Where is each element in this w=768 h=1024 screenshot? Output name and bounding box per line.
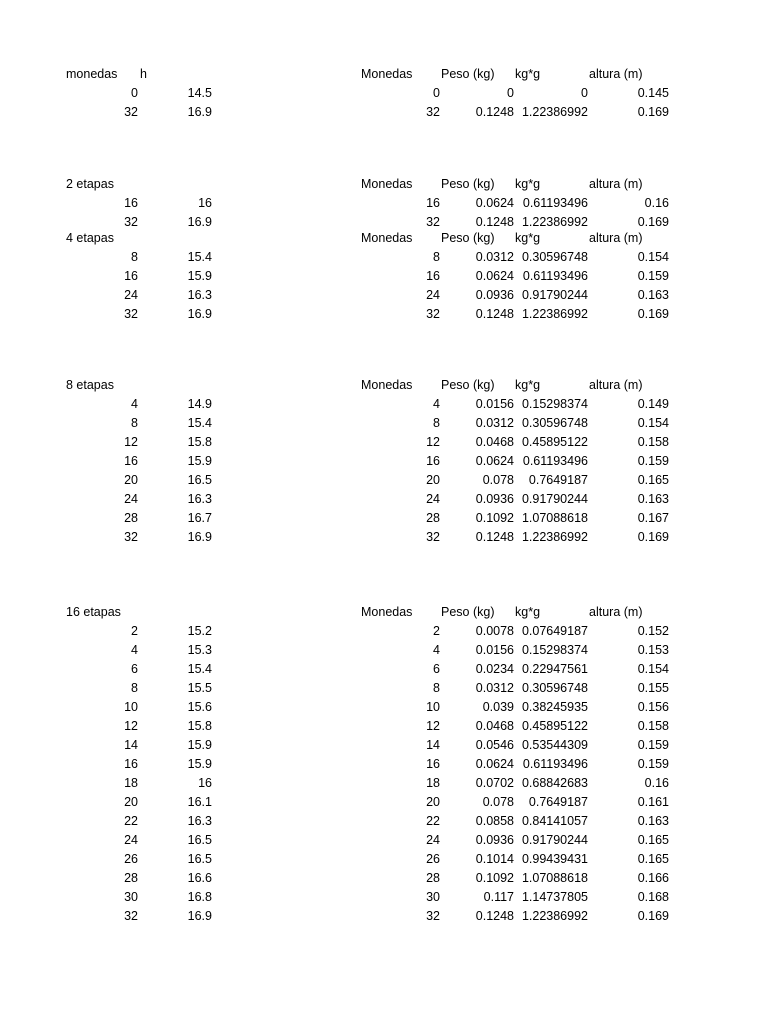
monedas-col-cell: 10	[426, 700, 440, 714]
peso-col-cell: 0.078	[482, 473, 514, 487]
header-row	[0, 175, 768, 194]
kgg-col-cell: 1.07088618	[521, 511, 588, 525]
kgg-col-cell: 0.61193496	[522, 757, 588, 771]
monedas-col-cell: 16	[124, 269, 138, 283]
peso-col-cell: 0.0312	[475, 416, 514, 430]
kgg-col-cell: 0.07649187	[521, 624, 588, 638]
h-col-cell: 16.6	[187, 871, 212, 885]
h-col-cell: 16.3	[187, 492, 212, 506]
monedas-col-cell: 20	[124, 473, 138, 487]
peso-col-cell: 0.1092	[475, 511, 514, 525]
altura-column-header: altura (m)	[589, 378, 643, 392]
monedas-col-cell: 26	[426, 852, 440, 866]
peso-col-cell: 0	[507, 86, 514, 100]
altura-col-cell: 0.158	[637, 435, 669, 449]
peso-col-cell: 0.0624	[475, 196, 514, 210]
monedas-col-cell: 16	[426, 269, 440, 283]
altura-col-cell: 0.152	[637, 624, 669, 638]
table-row	[0, 84, 768, 103]
table-row	[0, 528, 768, 547]
kgg-col-cell: 0.61193496	[522, 454, 588, 468]
kgg-col-cell: 0.91790244	[521, 833, 588, 847]
monedas-col-cell: 32	[426, 307, 440, 321]
peso-col-cell: 0.0624	[475, 269, 514, 283]
altura-col-cell: 0.163	[637, 814, 669, 828]
altura-col-cell: 0.163	[637, 492, 669, 506]
monedas-col-cell: 8	[433, 416, 440, 430]
altura-col-cell: 0.16	[644, 196, 669, 210]
altura-col-cell: 0.165	[637, 852, 669, 866]
monedas-col-cell: 32	[426, 215, 440, 229]
section-label: 8 etapas	[66, 378, 114, 392]
h-col-cell: 16.9	[187, 215, 212, 229]
altura-col-cell: 0.169	[637, 215, 669, 229]
monedas-col-cell: 8	[131, 416, 138, 430]
peso-col-cell: 0.0936	[475, 288, 514, 302]
kgg-col-cell: 1.22386992	[521, 215, 588, 229]
peso-col-cell: 0.0312	[475, 250, 514, 264]
monedas-col-cell: 12	[426, 719, 440, 733]
altura-col-cell: 0.154	[637, 662, 669, 676]
monedas-col-cell: 12	[124, 719, 138, 733]
monedas-col-cell: 14	[426, 738, 440, 752]
table-row	[0, 831, 768, 850]
header-row	[0, 65, 768, 84]
kgg-col-cell: 1.22386992	[521, 530, 588, 544]
monedas-col-cell: 4	[433, 643, 440, 657]
altura-col-cell: 0.165	[637, 833, 669, 847]
kgg-col-cell: 0.68842683	[521, 776, 588, 790]
peso-col-cell: 0.0078	[475, 624, 514, 638]
monedas-col-cell: 14	[124, 738, 138, 752]
kgg-col-cell: 0.99439431	[521, 852, 588, 866]
altura-col-cell: 0.159	[637, 454, 669, 468]
table-row	[0, 660, 768, 679]
kgg-col-cell: 1.22386992	[521, 307, 588, 321]
peso-col-cell: 0.1014	[475, 852, 514, 866]
peso-col-cell: 0.039	[482, 700, 514, 714]
monedas-col-cell: 4	[131, 643, 138, 657]
peso-column-header: Peso (kg)	[441, 605, 495, 619]
altura-col-cell: 0.169	[637, 530, 669, 544]
monedas-col-cell: 22	[426, 814, 440, 828]
monedas-col-cell: 6	[131, 662, 138, 676]
kgg-col-cell: 1.07088618	[521, 871, 588, 885]
kgg-col-cell: 0.30596748	[521, 250, 588, 264]
monedas-column-header: Monedas	[361, 177, 413, 191]
h-col-cell: 16.9	[187, 307, 212, 321]
altura-col-cell: 0.156	[637, 700, 669, 714]
table-row	[0, 433, 768, 452]
monedas-col-cell: 8	[433, 250, 440, 264]
monedas-col-cell: 28	[124, 871, 138, 885]
peso-col-cell: 0.1248	[475, 909, 514, 923]
h-col-cell: 15.8	[187, 719, 212, 733]
altura-col-cell: 0.159	[637, 738, 669, 752]
h-col-cell: 15.9	[187, 757, 212, 771]
peso-col-cell: 0.0468	[475, 435, 514, 449]
h-col-cell: 16.9	[187, 105, 212, 119]
altura-column-header: altura (m)	[589, 67, 643, 81]
peso-column-header: Peso (kg)	[441, 378, 495, 392]
h-col-cell: 15.6	[187, 700, 212, 714]
table-row	[0, 850, 768, 869]
peso-col-cell: 0.0234	[475, 662, 514, 676]
monedas-col-cell: 28	[124, 511, 138, 525]
kgg-col-cell: 0.7649187	[528, 473, 588, 487]
monedas-col-cell: 0	[131, 86, 138, 100]
monedas-col-cell: 28	[426, 871, 440, 885]
h-col-cell: 16.5	[187, 833, 212, 847]
monedas-col-cell: 4	[433, 397, 440, 411]
h-col-cell: 15.9	[187, 738, 212, 752]
monedas-col-cell: 28	[426, 511, 440, 525]
kgg-col-cell: 0.45895122	[521, 719, 588, 733]
altura-col-cell: 0.155	[637, 681, 669, 695]
kgg-column-header: kg*g	[515, 378, 541, 392]
peso-column-header: Peso (kg)	[441, 177, 495, 191]
h-col-cell: 16.5	[187, 852, 212, 866]
monedas-col-cell: 18	[426, 776, 440, 790]
kgg-col-cell: 0.61193496	[522, 269, 588, 283]
kgg-col-cell: 0	[581, 86, 588, 100]
altura-col-cell: 0.145	[637, 86, 669, 100]
monedas-col-cell: 32	[426, 909, 440, 923]
monedas-col-cell: 16	[426, 454, 440, 468]
peso-column-header: Peso (kg)	[441, 231, 495, 245]
peso-col-cell: 0.1092	[475, 871, 514, 885]
monedas-col-cell: 20	[426, 473, 440, 487]
monedas-col-cell: 4	[131, 397, 138, 411]
table-row	[0, 395, 768, 414]
monedas-column-header: Monedas	[361, 605, 413, 619]
table-row	[0, 194, 768, 213]
monedas-col-cell: 18	[124, 776, 138, 790]
h-col-cell: 15.4	[187, 662, 212, 676]
h-col-cell: 16.1	[187, 795, 212, 809]
monedas-col-cell: 24	[124, 833, 138, 847]
altura-col-cell: 0.169	[637, 909, 669, 923]
monedas-col-cell: 16	[124, 757, 138, 771]
monedas-col-cell: 16	[426, 196, 440, 210]
kgg-col-cell: 0.30596748	[521, 416, 588, 430]
monedas-col-cell: 24	[426, 492, 440, 506]
peso-col-cell: 0.0624	[475, 454, 514, 468]
kgg-col-cell: 0.22947561	[521, 662, 588, 676]
h-col-cell: 15.4	[187, 250, 212, 264]
monedas-col-cell: 24	[426, 833, 440, 847]
peso-col-cell: 0.0936	[475, 492, 514, 506]
section-label: 16 etapas	[66, 605, 121, 619]
h-col-cell: 16.7	[187, 511, 212, 525]
table-row	[0, 248, 768, 267]
h-col-cell: 15.8	[187, 435, 212, 449]
h-col-cell: 15.4	[187, 416, 212, 430]
peso-col-cell: 0.1248	[475, 530, 514, 544]
table-row	[0, 736, 768, 755]
monedas-col-cell: 16	[426, 757, 440, 771]
altura-col-cell: 0.169	[637, 307, 669, 321]
kgg-col-cell: 1.14737805	[521, 890, 588, 904]
altura-col-cell: 0.154	[637, 416, 669, 430]
table-row	[0, 103, 768, 122]
monedas-col-cell: 12	[426, 435, 440, 449]
monedas-column-header: Monedas	[361, 67, 413, 81]
altura-col-cell: 0.16	[644, 776, 669, 790]
peso-col-cell: 0.0858	[475, 814, 514, 828]
table-row	[0, 698, 768, 717]
altura-col-cell: 0.163	[637, 288, 669, 302]
kgg-col-cell: 1.22386992	[521, 909, 588, 923]
kgg-column-header: kg*g	[515, 67, 541, 81]
monedas-col-cell: 2	[131, 624, 138, 638]
table-row	[0, 812, 768, 831]
kgg-column-header: kg*g	[515, 605, 541, 619]
peso-col-cell: 0.1248	[475, 105, 514, 119]
kgg-col-cell: 0.45895122	[521, 435, 588, 449]
h-col-cell: 14.9	[187, 397, 212, 411]
monedas-col-cell: 2	[433, 624, 440, 638]
peso-col-cell: 0.0156	[475, 643, 514, 657]
table-row	[0, 755, 768, 774]
peso-col-cell: 0.0702	[475, 776, 514, 790]
peso-col-cell: 0.078	[482, 795, 514, 809]
monedas-col-cell: 20	[124, 795, 138, 809]
monedas-col-cell: 32	[426, 105, 440, 119]
monedas-col-cell: 0	[433, 86, 440, 100]
table-row	[0, 471, 768, 490]
table-row	[0, 286, 768, 305]
table-row	[0, 869, 768, 888]
peso-col-cell: 0.1248	[475, 307, 514, 321]
h-col-cell: 16.9	[187, 909, 212, 923]
h-col-cell: 16	[198, 196, 212, 210]
h-col-cell: 16	[198, 776, 212, 790]
monedas-col-cell: 6	[433, 662, 440, 676]
monedas-column-header: Monedas	[361, 231, 413, 245]
peso-col-cell: 0.117	[483, 890, 514, 904]
kgg-col-cell: 0.7649187	[528, 795, 588, 809]
section-label: monedas	[66, 67, 118, 81]
kgg-col-cell: 0.15298374	[521, 397, 588, 411]
monedas-col-cell: 8	[433, 681, 440, 695]
altura-col-cell: 0.167	[637, 511, 669, 525]
peso-col-cell: 0.0936	[475, 833, 514, 847]
monedas-col-cell: 16	[124, 196, 138, 210]
table-row	[0, 641, 768, 660]
h-col-cell: 15.2	[187, 624, 212, 638]
kgg-col-cell: 0.38245935	[521, 700, 588, 714]
table-row	[0, 267, 768, 286]
monedas-col-cell: 22	[124, 814, 138, 828]
h-col-cell: 15.5	[187, 681, 212, 695]
peso-col-cell: 0.0624	[475, 757, 514, 771]
h-col-cell: 16.5	[187, 473, 212, 487]
table-row	[0, 717, 768, 736]
h-col-cell: 16.3	[187, 288, 212, 302]
monedas-col-cell: 10	[124, 700, 138, 714]
monedas-col-cell: 32	[124, 215, 138, 229]
monedas-col-cell: 32	[124, 909, 138, 923]
altura-col-cell: 0.159	[637, 269, 669, 283]
table-row	[0, 679, 768, 698]
monedas-col-cell: 32	[124, 307, 138, 321]
header-row	[0, 229, 768, 248]
monedas-col-cell: 26	[124, 852, 138, 866]
table-row	[0, 509, 768, 528]
h-col-cell: 16.9	[187, 530, 212, 544]
kgg-col-cell: 0.61193496	[522, 196, 588, 210]
table-row	[0, 452, 768, 471]
kgg-col-cell: 0.91790244	[521, 288, 588, 302]
monedas-col-cell: 30	[124, 890, 138, 904]
table-row	[0, 305, 768, 324]
monedas-col-cell: 12	[124, 435, 138, 449]
table-row	[0, 414, 768, 433]
table-row	[0, 793, 768, 812]
kgg-col-cell: 0.15298374	[521, 643, 588, 657]
header-row	[0, 376, 768, 395]
table-row	[0, 888, 768, 907]
monedas-col-cell: 24	[124, 288, 138, 302]
table-row	[0, 774, 768, 793]
h-col-cell: 14.5	[187, 86, 212, 100]
kgg-column-header: kg*g	[515, 231, 541, 245]
kgg-col-cell: 1.22386992	[521, 105, 588, 119]
h-col-cell: 15.9	[187, 269, 212, 283]
kgg-col-cell: 0.30596748	[521, 681, 588, 695]
kgg-col-cell: 0.84141057	[521, 814, 588, 828]
peso-col-cell: 0.0156	[475, 397, 514, 411]
h-col-cell: 15.3	[187, 643, 212, 657]
altura-col-cell: 0.159	[637, 757, 669, 771]
peso-col-cell: 0.1248	[475, 215, 514, 229]
altura-column-header: altura (m)	[589, 231, 643, 245]
monedas-col-cell: 8	[131, 681, 138, 695]
monedas-col-cell: 20	[426, 795, 440, 809]
peso-col-cell: 0.0468	[475, 719, 514, 733]
altura-col-cell: 0.149	[637, 397, 669, 411]
monedas-column-header: Monedas	[361, 378, 413, 392]
altura-col-cell: 0.153	[637, 643, 669, 657]
h-col-cell: 16.3	[187, 814, 212, 828]
kgg-col-cell: 0.53544309	[521, 738, 588, 752]
monedas-col-cell: 32	[426, 530, 440, 544]
section-label: 4 etapas	[66, 231, 114, 245]
monedas-col-cell: 24	[426, 288, 440, 302]
kgg-column-header: kg*g	[515, 177, 541, 191]
table-row	[0, 490, 768, 509]
kgg-col-cell: 0.91790244	[521, 492, 588, 506]
altura-col-cell: 0.158	[637, 719, 669, 733]
altura-col-cell: 0.168	[637, 890, 669, 904]
peso-column-header: Peso (kg)	[441, 67, 495, 81]
altura-col-cell: 0.169	[637, 105, 669, 119]
monedas-col-cell: 32	[124, 105, 138, 119]
monedas-col-cell: 30	[426, 890, 440, 904]
monedas-col-cell: 24	[124, 492, 138, 506]
h-col-cell: 16.8	[187, 890, 212, 904]
table-row	[0, 907, 768, 926]
peso-col-cell: 0.0546	[475, 738, 514, 752]
altura-col-cell: 0.166	[637, 871, 669, 885]
altura-column-header: altura (m)	[589, 177, 643, 191]
monedas-col-cell: 16	[124, 454, 138, 468]
altura-col-cell: 0.165	[637, 473, 669, 487]
header-row	[0, 603, 768, 622]
peso-col-cell: 0.0312	[475, 681, 514, 695]
monedas-col-cell: 32	[124, 530, 138, 544]
h-column-header: h	[140, 67, 147, 81]
h-col-cell: 15.9	[187, 454, 212, 468]
table-row	[0, 622, 768, 641]
section-label: 2 etapas	[66, 177, 114, 191]
altura-col-cell: 0.154	[637, 250, 669, 264]
altura-column-header: altura (m)	[589, 605, 643, 619]
monedas-col-cell: 8	[131, 250, 138, 264]
altura-col-cell: 0.161	[637, 795, 669, 809]
